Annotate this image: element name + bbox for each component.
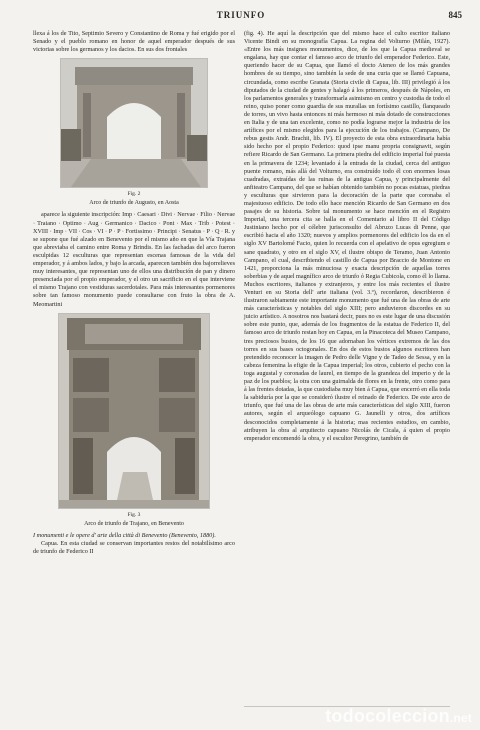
left-column [33, 30, 235, 556]
right-column [244, 30, 450, 443]
arch-illustration-icon [59, 314, 209, 508]
watermark-suffix: .net [449, 711, 472, 725]
page-number: 845 [448, 10, 462, 20]
figure-caption: Arco de triunfo de Trajano, en Benevento [84, 520, 184, 527]
reference-title: I monumenti e le opere d' arte della città di Benevento (Benevento, 1880). [33, 531, 216, 539]
watermark-logo [325, 706, 472, 727]
arch-illustration-icon [61, 59, 207, 187]
paragraph-capua-description: (fig. 4). He aquí la descripción que del mismo hace el culto escritor italiano Vicente Bindi en su monografía Capua. La regina del Volturno (Milán, 1927). «Entre los más insignes monumentos, dice, de los que la Capua medieval se engalana, hay que contar el famoso arco de triunfo del emperador Federico. Este, queriendo hacer de su Capua, que llamó el docto Ateneo de los más grandes hombres de su tiempo, sino también la sede de una curia que se llamó Capuana, circundada, como escribe Granata (Storia civile di Capua, lib. III) privilegió á los diputados de la ciudad de gentes y halagó á los primeros, después de Nápoles, en los parlamentos generales y transformarla asimismo en centro y custodia de todo el reino, quiso poner como guardia de sus murallas un fortísimo castillo, flanqueado de torres, un vivo hasta entonces ni más hermoso ni más dotado de construcciones en Italia y de una tan excelente, como no podía lograrse mejor la industria de los artífices por el mismo elegidos para la ejecución de los trabajos. (Campano, De rebus gestis Andr. Brachii, lib. IV). El proyecto de esta obra extraordinaria había sido hecho por el propio Federico: quod ipse manu propria consignavit, según refiere Ricardo de San Germano. La primera piedra del edificio imperial fué puesta en la primavera de 1234; levantado á la entrada de la ciudad, cerca del antiguo puente romano, más allá del Volturno, era construído todo él con enormes losas cuadradas, extraídas de las ruinas de la antigua Capua, y principalmente del anfiteatro Campano, del que se habían obtenido también no pocas estatuas, piedras y esculturas que sirvieron para la decoración de la parte que coronaba el majestuoso edificio. De todo ello hace mención Ricardo de San Germano en dos pasajes de su historia. Sobre tal monumento se hace mención en el Registro Imperial, una tercera cita se halla en el Comentario al libro II del Código Justiniano hecho por el célebre jurisconsulto del Abruzo Lucas di Penne, que escribió hacia el año 1320; nuevos y amplios pormenores del edificio los da en el siglo XV Bartolomé Facio, quien lo recuerda con el apelativo de opus egregium e sane quadrato, y otro en el siglo XV, el ilustre obispo de Teramo, Juan Antonio Campano, el cual, describiendo el castillo de Capua por Braccio de Montone en 1421, proporciona la más minuciosa y exacta descripción de aquellas torres soberbias y de aquel magnífico arco de triunfo ó Regia Cubicola, como él lo llama. Muchos escritores, italianos y extranjeros, y entre los más recientes el ilustre Venturi en su Storia dell' arte italiana (vol. 3.º), recordaron, describieron é ilustraron sabiamente este importante monumento que fué una de las obras de arte más características y notables del siglo XIII; pero anduvieron discordes en su juicio artístico. A nosotros nos bastará decir, pues no es este lugar de una discusión sobre este punto, que, además de los fragmentos de la estatua de Federico II, del famoso arco de triunfo restan hoy en Capua, en la Pinacoteca del Museo Campano, tres preciosos bustos, de los 16 que adornaban los vértices extremos de las dos torres en sus bases octogonales. En dos de estos bustos algunos escritores han pretendido reconocer la imagen de Pedro delle Vigne y de Tadeo de Sessa, y en la cabeza femenina la efigie de la Capua imperial; los otros, cubierto el pecho con la toga augustal y coronadas de laurel, en tiempo de la grandeza del imperio y de la paz de los pueblos; la otra con una guirnalda de flores en la frente, otro como para á las frentes dotadas, la que custodiaba muy bien á Capua, que encerró en ella toda la sabiduría por la que se consideró ilustre el reinado de Federico. De este arco de triunfo, que fué una de las obras de arte más características del siglo XIII, fueron autores, según el arqueólogo capuano G. Jaunelli y otros, dos artífices desconocidos completamente á la historia; mas recientes estudios, en cambio, atribuyen la obra al arquitecto capuano Nicolás de Cicala, á quien el propio emperador encomendó la obra, y el escultor Peregrino, también de [244, 30, 450, 442]
paragraph-capua: Capua. En esta ciudad se conservan importantes restos del notabilísimo arco de triunfo de Federico II [33, 539, 235, 555]
page-title: TRIUNFO [216, 10, 266, 20]
figure-caption: Arco de triunfo de Augusto, en Aosta [89, 200, 179, 207]
watermark-brand: todocoleccion [325, 706, 450, 726]
augustus-arch-photo [60, 58, 208, 188]
figure-label: Fig. 2 [127, 191, 141, 198]
paragraph-reference [33, 532, 235, 540]
running-head [20, 10, 462, 24]
paragraph-inscription: aparece la siguiente inscripción: Imp · Caesari · Divi · Nervae · Filio · Nervae · Traiano · Optimo · Aug · Germanico · Dacico · Pont · Max · Trib · Potest · XVIII · Imp · VII · Cos · VI · P · P · Fortissimo · Principi · Senatus · P · Q · R. y se supone que fué alzado en Benevento por el mismo año en que la Vía Trajana que abreviaba el camino entre Roma y Brindis. En las fachadas del arco fueron esculpidas 12 esculturas que representan escenas famosas de la vida del emperador, y á ambos lados, y bajo la arcada, aparecen también dos bajorrelieves muy interesantes, que representan uno de ellos una distribución de pan y dinero presenciada por el propio emperador, y el otro un sacrificio en el que interviene el mismo Trajano con vestiduras sacerdotales. Para más interesantes pormenores sobre tan famoso monumento puede consultarse con fruto la obra de A. Meomartini [33, 211, 235, 308]
paragraph-intro: llexa á los de Tito, Septimio Severo y Constantino de Roma y fué erigido por el Senado y el pueblo romano en honor de aquel emperador después de sus victorias sobre los germanos y los dacios. En sus dos frontales [33, 30, 235, 54]
trajan-arch-photo [58, 313, 210, 509]
figure-augustus-arch [33, 58, 235, 207]
figure-label: Fig. 3 [127, 511, 141, 518]
figure-trajan-arch [33, 313, 235, 528]
